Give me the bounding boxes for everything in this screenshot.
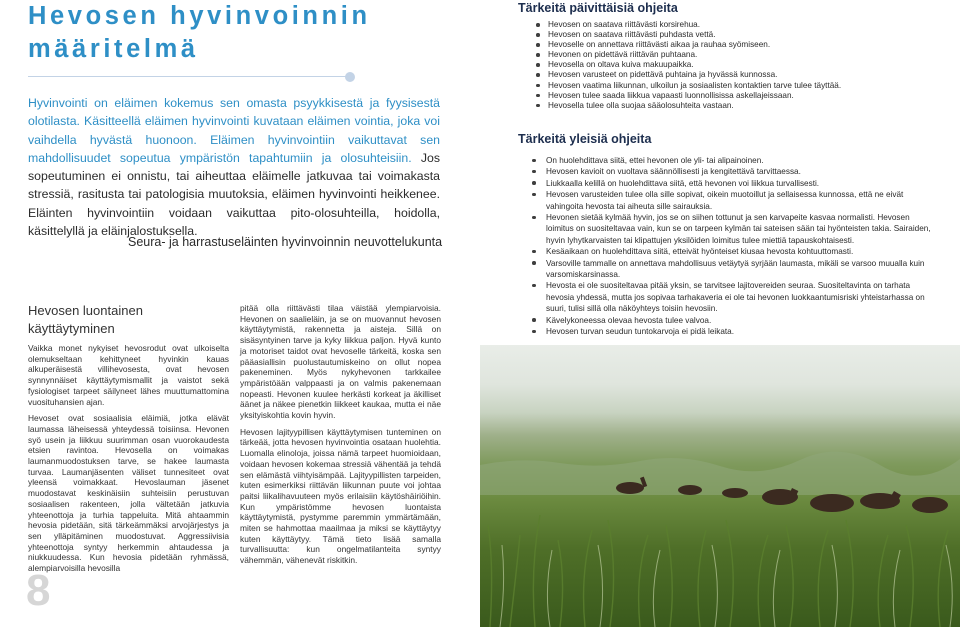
intro-blue-text: Hyvinvointi on eläimen kokemus sen omasta psyykkisestä ja fyysisestä olotilasta. Käsitteellä eläimen hyvinvointi kuvataan eläimen vointia, joka voi vaihdella hyvästä huonoon. Eläimen hyvinvointiin vaikuttavat sen mahdollisuudet sopeutua ympäristön tapahtumiin ja olosuhteisiin. bbox=[28, 96, 440, 165]
list-item: Hevosella tulee olla suojaa sääolosuhteita vastaan. bbox=[548, 101, 948, 111]
title-line-1: Hevosen hyvinvoinnin bbox=[28, 2, 371, 30]
body-paragraph: Hevoset ovat sosiaalisia eläimiä, jotka elävät laumassa läheisessä yhteydessä toisiinsa. Hevonen syö usein ja liikkuu suurimman osan vuorokaudesta etsien ravintoa. Hevosella on voimakas laumanmuodostuksen tarve, se hakee laumasta turvaa. Laumanjäsenten väliset tunnesiteet ovat yleensä voimakkaat. Hevoslauman jäsenet muodostavat keskinäisiin suhteisiin perustuvan sosiaalisen rakenteen, jolla vältetään jatkuvia yhteenottoja ja turhia tappeluita. Mitä ahtaammin hevosia pidetään, sitä tärkeämmäksi arvojärjestys ja sen ylläpitäminen muodostuvat. Aggressiivisia yhteenottoja syntyy herkemmin ahtaudessa ja niukkuudessa. Kun hevosia pidetään ryhmässä, alempiarvoisilla hevosilla bbox=[28, 413, 229, 574]
section-heading: Hevosen luontainen käyttäytyminen bbox=[28, 303, 143, 336]
list-item: Hevosen on saatava riittävästi puhdasta vettä. bbox=[548, 30, 948, 40]
list-item: Liukkaalla kelillä on huolehdittava siitä, että hevonen voi liikkua turvallisesti. bbox=[546, 178, 936, 189]
source-credit: Seura- ja harrastuseläinten hyvinvoinnin neuvottelukunta bbox=[128, 235, 443, 249]
meadow-illustration bbox=[480, 345, 960, 627]
list-item: Hevosen tulee saada liikkua vapaasti luonnollisissa askellajeissaan. bbox=[548, 91, 948, 101]
list-item: Hevosen kavioit on vuoltava säännöllisesti ja kengitettävä tarvittaessa. bbox=[546, 166, 936, 177]
daily-guidelines-heading: Tärkeitä päivittäisiä ohjeita bbox=[518, 1, 678, 15]
title-rule bbox=[28, 76, 350, 77]
page-number: 8 bbox=[26, 566, 51, 615]
horses-meadow-photo bbox=[480, 345, 960, 627]
body-paragraph: pitää olla riittävästi tilaa väistää ylempiarvoisia. Hevonen on saalieläin, ja se on muovannut hevosen käyttäytymistä, rakennetta ja aisteja. Sillä on sisäsyntyinen tarve ja kyky liikkua paljon. Hyvä kunto ja motoriset taidot ovat hevoselle tärkeitä, koska sen pääasiallisin puolustautumiskeino on ollut nopea pakeneminen. Myös nykyhevonen tarkkailee ympäristöään valppaasti ja on valmis pakenemaan nopeasti. Hevonen kuulee herkästi korkeat ja äkilliset äänet ja näkee pienetkin liikkeet kaukaa, mutta ei näe yksityiskohtia kovin hyvin. bbox=[240, 303, 441, 421]
body-paragraph: Vaikka monet nykyiset hevosrodut ovat ulkoiselta olemukseltaan kehittyneet hyvinkin kauas alkuperäisestä villihevosesta, ovat hevosen synnynnäiset käyttäytymismallit ja vaistot sekä fysiologiset tarpeet säilyneet lähes muuttumattomina vuosituhansien ajan. bbox=[28, 343, 229, 407]
list-item: Hevosen turvan seudun tuntokarvoja ei pidä leikata. bbox=[546, 326, 936, 337]
list-item: Hevosen vaatima liikunnan, ulkoilun ja sosiaalisten kontaktien tarve tulee täyttää. bbox=[548, 81, 948, 91]
grass-highlights bbox=[500, 545, 952, 627]
general-guidelines-list bbox=[546, 155, 936, 338]
title-rule-dot bbox=[345, 72, 355, 82]
grass-blades bbox=[488, 515, 948, 627]
list-item: Kävelykoneessa olevaa hevosta tulee valvoa. bbox=[546, 315, 936, 326]
list-item: Hevonen on pidettävä riittävän puhtaana. bbox=[548, 50, 948, 60]
list-item: Hevosta ei ole suositeltavaa pitää yksin, se tarvitsee lajitovereiden seuraa. Suositeltavinta on tarhata hevosia yhdessä, mutta jos sopivaa tarhakaveria ei ole tai hevonen luokkaantumisriski yhteistarhassa on suuri, tulisi sillä olla näköyhteys toisiin hevosiin. bbox=[546, 280, 936, 314]
page-title bbox=[28, 0, 371, 66]
intro-paragraph bbox=[28, 94, 440, 240]
list-item: Hevoselle on annettava riittävästi aikaa ja rauhaa syömiseen. bbox=[548, 40, 948, 50]
list-item: Hevosen varusteet on pidettävä puhtaina ja hyvässä kunnossa. bbox=[548, 70, 948, 80]
right-page bbox=[480, 0, 960, 627]
list-item: Hevosen on saatava riittävästi korsirehua. bbox=[548, 20, 948, 30]
list-item: Hevosen varusteiden tulee olla sille sopivat, oikein muotoillut ja sellaisessa kunnossa, että ne eivät vahingoita hevosta tai aiheuta sille sairauksia. bbox=[546, 189, 936, 212]
body-column-a bbox=[28, 343, 229, 580]
title-line-2: määritelmä bbox=[28, 35, 199, 63]
tree-line bbox=[480, 452, 960, 495]
body-column-b bbox=[240, 303, 441, 572]
list-item: On huolehdittava siitä, ettei hevonen ole yli- tai alipainoinen. bbox=[546, 155, 936, 166]
list-item: Hevonen sietää kylmää hyvin, jos se on siihen tottunut ja sen karvapeite kasvaa normalisti. Hevosen loimitus on suositeltavaa vain, kun se on tarpeen kylmän tai sateisen sään tai hyönteisten takia. Sairaiden, hyvin lyhytkarvaisten tai klipattujen yksilöiden loimitus tulee miettiä tapauskohtaisesti. bbox=[546, 212, 936, 246]
list-item: Kesäaikaan on huolehdittava siitä, etteivät hyönteiset kiusaa hevosta kohtuuttomasti. bbox=[546, 246, 936, 257]
general-guidelines-heading: Tärkeitä yleisiä ohjeita bbox=[518, 132, 652, 146]
list-item: Varsoville tammalle on annettava mahdollisuus vetäytyä syrjään laumasta, mikäli se varsoo muualla kuin varsomiskarsinassa. bbox=[546, 258, 936, 281]
daily-guidelines-list bbox=[548, 20, 948, 111]
list-item: Hevosella on oltava kuiva makuupaikka. bbox=[548, 60, 948, 70]
intro-dark-text: Jos sopeutuminen ei onnistu, tai aiheuttaa eläimelle jatkuvaa tai voimakasta stressiä, rasitusta tai patologisia muutoksia, eläimen hyvinvointi heikkenee. Eläinten hyvinvointiin voidaan vaikuttaa pito-olosuhteilla, hoidolla, käsittelyllä ja eläinjalostuksella. bbox=[28, 150, 440, 239]
body-paragraph: Hevosen lajityypillisen käyttäytymisen tunteminen on tärkeää, jotta hevosen hyvinvointia osataan huolehtia. Luomalla elinoloja, joissa nämä tarpeet huomioidaan, voidaan hevosen kokemaa stressiä vähentää ja tehdä sen elämästä viihtyisämpää. Lajityypillisten tarpeiden, kuten esimerkiksi riittävän liikunnan puute voi johtaa paitsi liikalihavuuteen myös erilaisiin käytöshäiriöihin. Kun ympäristömme hevosen luontaista käyttäytymistä, pystymme paremmin ymmärtämään, miten se hahmottaa maailmaa ja miksi se käyttäytyy kuten käyttäytyy. Tämä tieto lisää samalla turvallisuutta: kun ongelmatilanteita syntyy vähemmän, vähenevät riskitkin. bbox=[240, 426, 441, 566]
